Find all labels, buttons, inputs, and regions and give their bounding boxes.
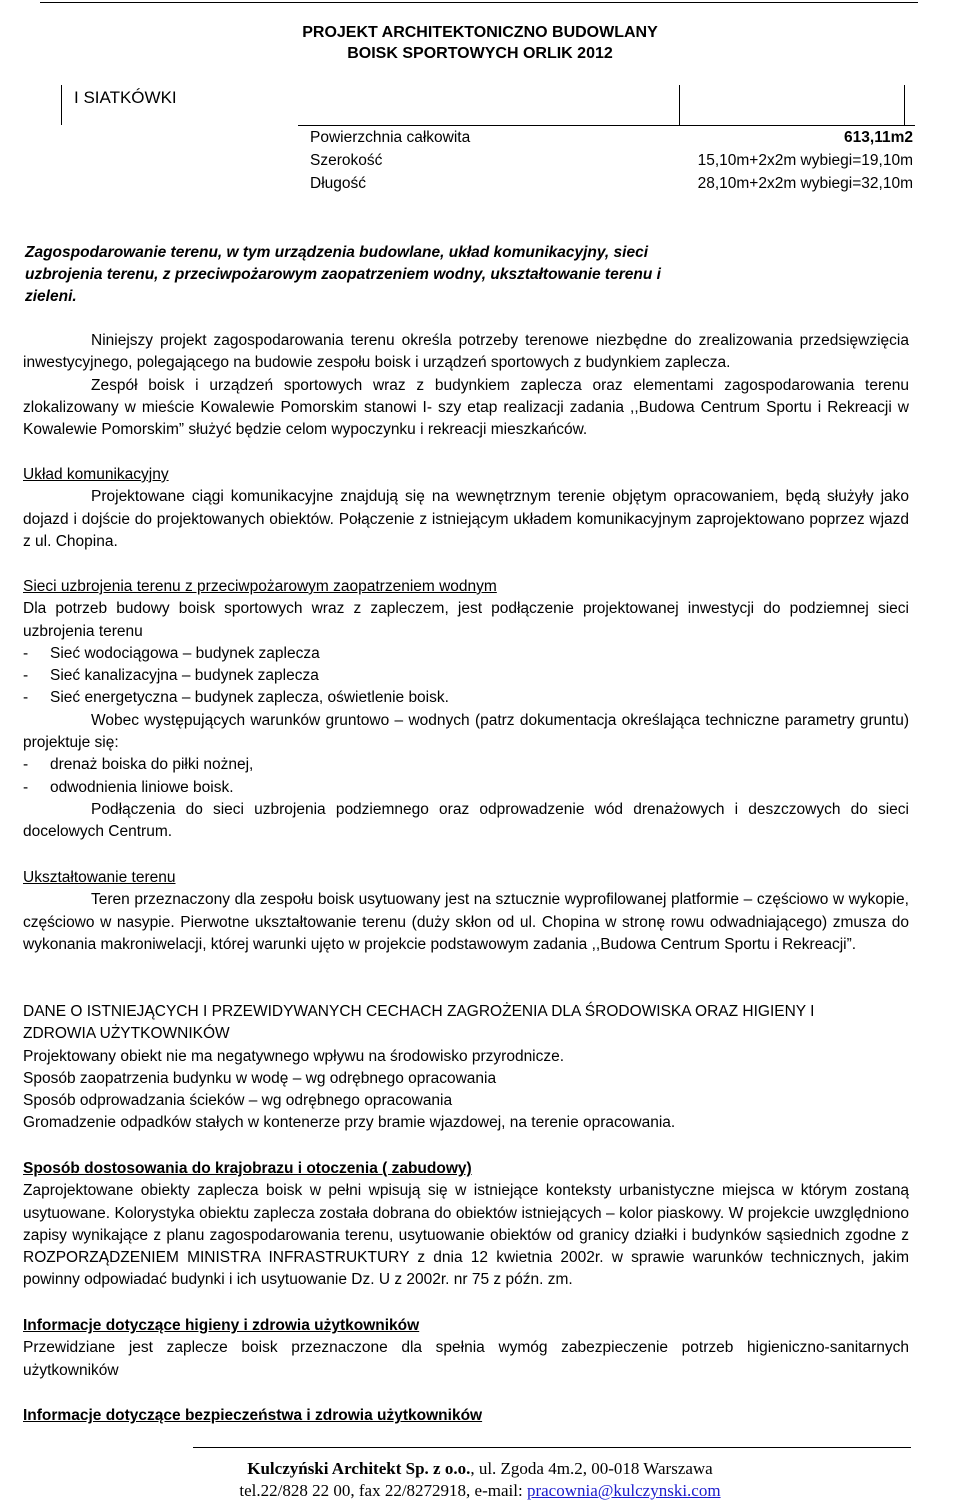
- sieci-intro: Dla potrzeb budowy boisk sportowych wraz z zapleczem, jest podłączenie projektowanej inwestycji do podziemnej sieci uzbrojenia terenu: [23, 600, 909, 640]
- uksztaltowanie-section: [23, 867, 909, 956]
- footer-company: Kulczyński Architekt Sp. z o.o.: [247, 1459, 471, 1478]
- uksztaltowanie-text: Teren przeznaczony dla zespołu boisk usytuowany jest na sztucznie wyprofilowanej platformie – częściowo w wykopie, częściowo w nasypie. Pierwotne ukształtowanie terenu (duży skłon od ul. Chopina w stronę rowu odwadniającego) zmusza do wykonania makroniwelacji, której warunki ujęto w projekcie podstawowym zadania ,,Budowa Centrum Sportu i Rekreacji”.: [23, 891, 909, 953]
- page-footer: [0, 1458, 960, 1502]
- dane-line: Sposób odprowadzania ścieków – wg odrębnego opracowania: [23, 1092, 453, 1110]
- uklad-text: Projektowane ciągi komunikacyjne znajdują się na wewnętrznym terenie objętym opracowaniem, będą służyły jako dojazd i dojście do projektowanych obiektów. Połączenie z istniejącym układem komunikacyjnym zaprojektowano poprzez wjazd z ul. Chopina.: [23, 488, 909, 550]
- sieci-paragraph-2: Wobec występujących warunków gruntowo – wodnych (patrz dokumentacja określająca techniczne parametry gruntu) projektuje się:: [23, 711, 909, 752]
- footer-contact: tel.22/828 22 00, fax 22/8272918, e-mail:: [239, 1481, 527, 1500]
- list-item: - drenaż boiska do piłki nożnej,: [23, 754, 909, 776]
- dimension-row-length: [298, 172, 915, 195]
- dimension-value: 15,10m+2x2m wybiegi=19,10m: [697, 152, 913, 169]
- footer-rule: [193, 1447, 911, 1448]
- dane-line: Gromadzenie odpadków stałych w kontenerze przy bramie wjazdowej, na terenie opracowania.: [23, 1114, 676, 1132]
- dimension-value: 613,11m2: [844, 129, 913, 146]
- list-item: - Sieć wodociągowa – budynek zaplecza: [23, 643, 909, 665]
- uksztaltowanie-heading: Ukształtowanie terenu: [23, 869, 176, 886]
- footer-line-1: [0, 1458, 960, 1480]
- list-item: - odwodnienia liniowe boisk.: [23, 777, 909, 799]
- header-line-1: PROJEKT ARCHITEKTONICZNO BUDOWLANY: [302, 24, 658, 41]
- dane-heading: DANE O ISTNIEJĄCYCH I PRZEWIDYWANYCH CECHACH ZAGROŻENIA DLA ŚRODOWISKA ORAZ HIGIENY I ZDROWIA UŻYTKOWNIKÓW: [23, 1003, 815, 1043]
- header-line-2: BOISK SPORTOWYCH ORLIK 2012: [347, 45, 613, 62]
- dimension-value: 28,10m+2x2m wybiegi=32,10m: [697, 175, 913, 192]
- intro-paragraph-2: Zespół boisk i urządzeń sportowych wraz z budynkiem zaplecza oraz elementami zagospodarowania terenu zlokalizowany w mieście Kowalewie Pomorskim stanowi I- szy etap realizacji zadania ,,Budowa Centrum Sportu i Rekreacji w Kowalewie Pomorskim” służyć będzie celom wypoczynku i rekreacji mieszkańców.: [23, 376, 909, 439]
- dimension-label: Długość: [310, 175, 366, 192]
- dane-line: Sposób zaopatrzenia budynku w wodę – wg odrębnego opracowania: [23, 1069, 497, 1087]
- dimension-label: Szerokość: [310, 152, 383, 169]
- intro-heading: Zagospodarowanie terenu, w tym urządzenia budowlane, układ komunikacyjny, sieci uzbrojenia terenu, z przeciwpożarowym zaopatrzeniem wodny, ukształtowanie terenu i zieleni.: [25, 244, 661, 305]
- footer-address: , ul. Zgoda 4m.2, 00-018 Warszawa: [470, 1459, 713, 1478]
- intro-paragraph-1: Niniejszy projekt zagospodarowania terenu określa potrzeby terenowe niezbędne do zrealizowania przedsięwzięcia inwestycyjnego, polegającego na budowie zespołu boisk i urządzeń sportowych z budynkiem zaplecza.: [23, 332, 909, 372]
- list-item: - Sieć energetyczna – budynek zaplecza, oświetlenie boisk.: [23, 687, 909, 709]
- top-rule: [40, 2, 918, 3]
- uklad-section: [23, 464, 909, 553]
- dane-section: [23, 1001, 909, 1135]
- sieci-heading: Sieci uzbrojenia terenu z przeciwpożarowym zaopatrzeniem wodnym: [23, 578, 497, 595]
- list-item: - Sieć kanalizacyjna – budynek zaplecza: [23, 665, 909, 687]
- bezpieczenstwo-heading: Informacje dotyczące bezpieczeństwa i zdrowia użytkowników: [23, 1407, 483, 1424]
- footer-email-link[interactable]: pracownia@kulczynski.com: [526, 1481, 721, 1500]
- dane-line: Projektowany obiekt nie ma negatywnego wpływu na środowisko przyrodnicze.: [23, 1047, 565, 1065]
- document-header: [0, 22, 960, 64]
- higiena-heading: Informacje dotyczące higieny i zdrowia użytkowników: [23, 1317, 420, 1334]
- sieci-section: [23, 576, 909, 844]
- dimension-row-width: [298, 149, 915, 172]
- sposob-text: Zaprojektowane obiekty zaplecza boisk w pełni wpisują się w istniejące konteksty urbanistyczne miejsca w którym zostaną usytuowane. Kolorystyka obiektu zaplecza została dobrana do obiektów istniejących – kolor piaskowy. W projekcie uwzględniono zapisy wynikające z planu zagospodarowania terenu, usytuowanie obiektów od granicy działki i budynków sąsiednich zgodne z ROZPORZĄDZENIEM MINISTRA INFRASTRUKTURY z dnia 12 kwietnia 2002r. w sprawie warunków technicznych, jakim powinny odpowiadać budynki i ich usytuowanie Dz. U z 2002r. nr 75 z późn. zm.: [23, 1182, 909, 1289]
- footer-line-2: [0, 1480, 960, 1502]
- intro-section: [23, 330, 909, 441]
- section-title: I SIATKÓWKI: [74, 88, 177, 107]
- uklad-heading: Układ komunikacyjny: [23, 466, 169, 483]
- bezpieczenstwo-section: [23, 1405, 909, 1427]
- dimension-row-area: [298, 126, 915, 149]
- higiena-text: Przewidziane jest zaplecze boisk przeznaczone dla spełnia wymóg zabezpieczenie potrzeb higieniczno-sanitarnych użytkowników: [23, 1339, 909, 1379]
- sposob-heading: Sposób dostosowania do krajobrazu i otoczenia ( zabudowy): [23, 1160, 472, 1177]
- higiena-section: [23, 1315, 909, 1382]
- dimension-label: Powierzchnia całkowita: [310, 129, 471, 146]
- section-title-box-right: [678, 85, 905, 125]
- sieci-paragraph-3: Podłączenia do sieci uzbrojenia podziemnego oraz odprowadzenie wód drenażowych i deszczowych do sieci docelowych Centrum.: [23, 800, 909, 841]
- sposob-section: [23, 1158, 909, 1292]
- dimensions-table: [298, 125, 915, 195]
